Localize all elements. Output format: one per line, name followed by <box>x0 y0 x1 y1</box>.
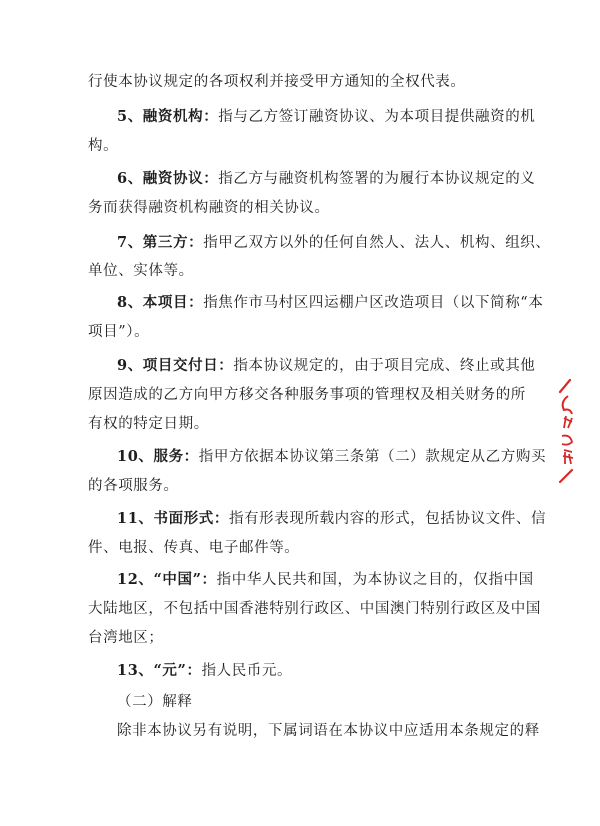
section-heading <box>117 692 600 712</box>
text-line <box>88 476 600 496</box>
text-line <box>117 107 600 127</box>
line-text: 件、电报、传真、电子邮件等。 <box>88 540 300 556</box>
line-text: （二）解释 <box>117 694 193 710</box>
text-line <box>117 233 600 253</box>
line-text: 指与乙方签订融资协议、为本项目提供融资的机 <box>218 109 536 125</box>
text-line <box>117 661 600 681</box>
line-text: 有权的特定日期。 <box>88 416 209 432</box>
line-text: 指甲方依据本协议第三条第（二）款规定从乙方购买 <box>198 449 547 465</box>
line-text: 单位、实体等。 <box>88 263 194 279</box>
text-line <box>88 414 600 434</box>
line-text: 构。 <box>88 138 119 154</box>
line-text: 除非本协议另有说明，下属词语在本协议中应适用本条规定的释 <box>117 723 540 739</box>
line-text: 原因造成的乙方向甲方移交各种服务事项的管理权及相关财务的所 <box>88 387 526 403</box>
text-line <box>88 538 600 558</box>
seal-stamp-icon <box>548 376 588 486</box>
text-line <box>117 447 600 467</box>
line-text: 大陆地区，不包括中国香港特别行政区、中国澳门特别行政区及中国 <box>88 601 541 617</box>
term-head: 10、服务： <box>117 448 199 465</box>
line-text: 的各项服务。 <box>88 478 179 494</box>
text-line <box>117 721 600 741</box>
text-line <box>88 628 600 648</box>
line-text: 台湾地区； <box>88 630 164 646</box>
text-line <box>88 599 600 619</box>
line-text: 指有形表现所载内容的形式，包括协议文件、信 <box>228 511 547 527</box>
line-text: 指中华人民共和国，为本协议之目的，仅指中国 <box>216 572 534 588</box>
text-line <box>117 169 600 189</box>
line-text: 项目”）。 <box>88 324 150 340</box>
line-text: 务而获得融资机构融资的相关协议。 <box>88 200 330 216</box>
term-head: 11、书面形式： <box>117 510 229 527</box>
term-head: 12、“中国”： <box>117 571 217 588</box>
text-line <box>88 385 600 405</box>
term-head: 13、“元”： <box>117 662 202 679</box>
term-head: 7、第三方： <box>117 234 204 251</box>
term-head: 8、本项目： <box>117 294 204 311</box>
text-line <box>117 293 600 313</box>
text-line <box>117 356 600 376</box>
line-text: 指乙方与融资机构签署的为履行本协议规定的义 <box>218 171 536 187</box>
line-text: 指本协议规定的，由于项目完成、终止或其他 <box>233 358 536 374</box>
text-line <box>117 570 600 590</box>
line-text: 指人民币元。 <box>201 663 293 679</box>
text-line <box>117 509 600 529</box>
text-line <box>88 261 600 281</box>
text-line <box>88 198 600 218</box>
text-line <box>88 322 600 342</box>
term-head: 6、融资协议： <box>117 170 219 187</box>
text-line <box>88 136 600 156</box>
term-head: 9、项目交付日： <box>117 357 234 374</box>
line-text: 行使本协议规定的各项权利并接受甲方通知的全权代表。 <box>88 74 466 90</box>
text-line <box>88 72 600 92</box>
term-head: 5、融资机构： <box>117 108 219 125</box>
line-text: 指甲乙双方以外的任何自然人、法人、机构、组织、 <box>203 235 551 251</box>
line-text: 指焦作市马村区四运棚户区改造项目（以下简称“本 <box>203 295 544 311</box>
